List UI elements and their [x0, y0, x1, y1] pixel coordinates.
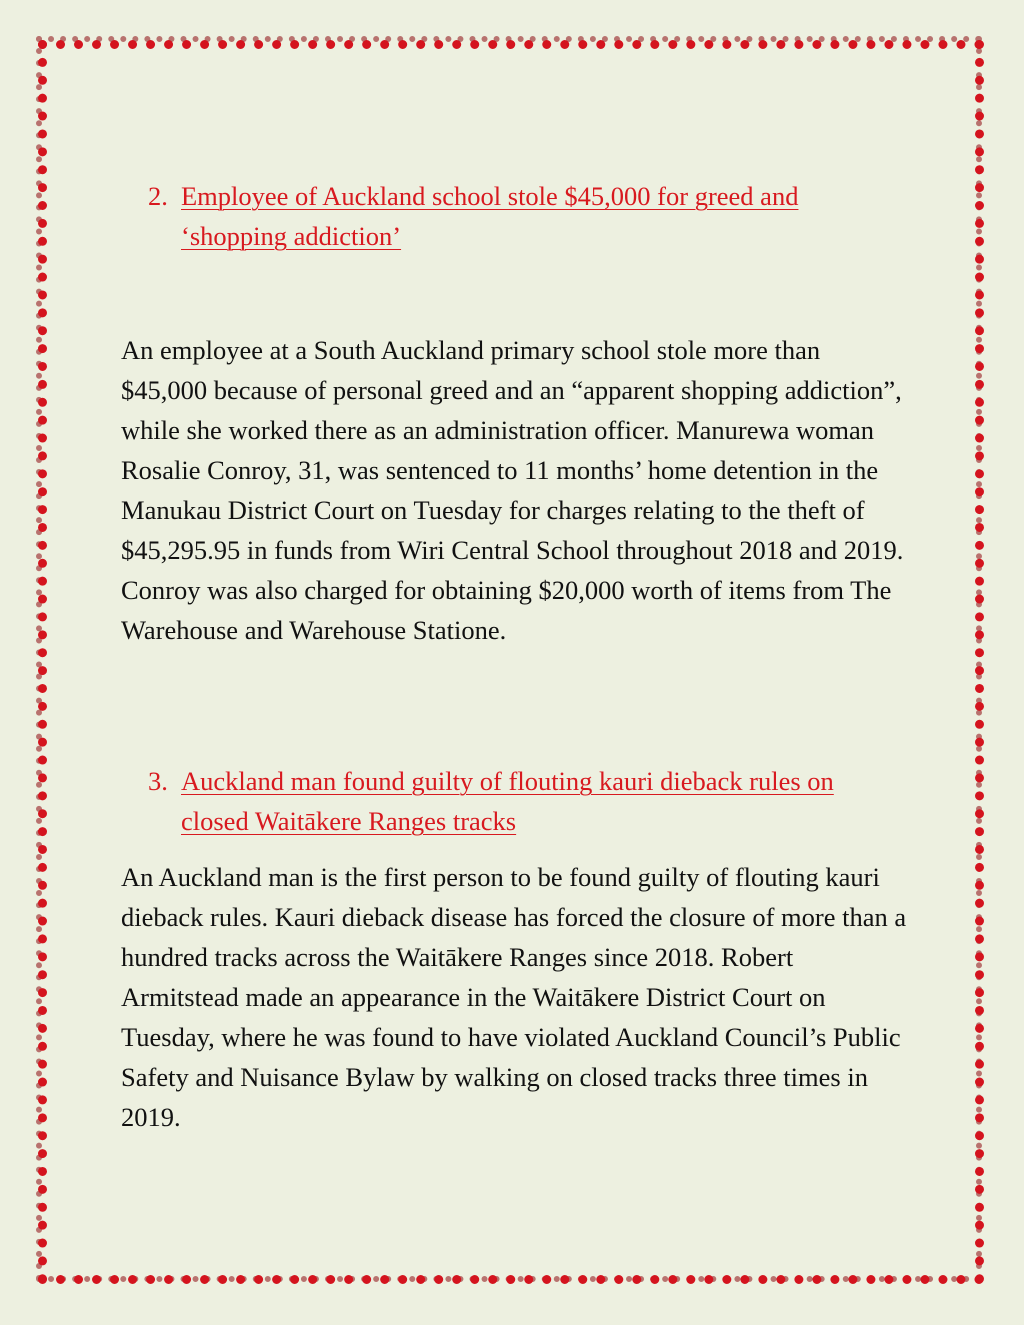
article-2-number: 2. [148, 181, 168, 211]
article-3-body: An Auckland man is the first person to be found guilty of flouting kauri dieback rules. Kauri dieback disease has forced the closure of more than a hundred tracks across the Waitākere Ranges since 2018. Robert Armitstead made an appearance in the Waitākere District Court on Tuesday, where he was found to have violated Auckland Council’s Public Safety and Nuisance Bylaw by walking on closed tracks three times in 2019. [121, 862, 907, 1132]
article-3-title-link[interactable]: Auckland man found guilty of flouting kauri dieback rules on closed Waitākere Ranges tracks [181, 766, 834, 836]
article-2-body: An employee at a South Auckland primary school stole more than $45,000 because of personal greed and an “apparent shopping addiction”, while she worked there as an administration officer. Manurewa woman Rosalie Conroy, 31, was sentenced to 11 months’ home detention in the Manukau District Court on Tuesday for charges relating to the theft of $45,295.95 in funds from Wiri Central School throughout 2018 and 2019. Conroy was also charged for obtaining $20,000 worth of items from The Warehouse and Warehouse Statione. [121, 335, 904, 645]
article-3-heading [148, 761, 908, 841]
article-2-title-link[interactable]: Employee of Auckland school stole $45,000 for greed and ‘shopping addiction’ [181, 181, 799, 251]
article-2-heading [148, 176, 908, 256]
article-3-number: 3. [148, 766, 168, 796]
